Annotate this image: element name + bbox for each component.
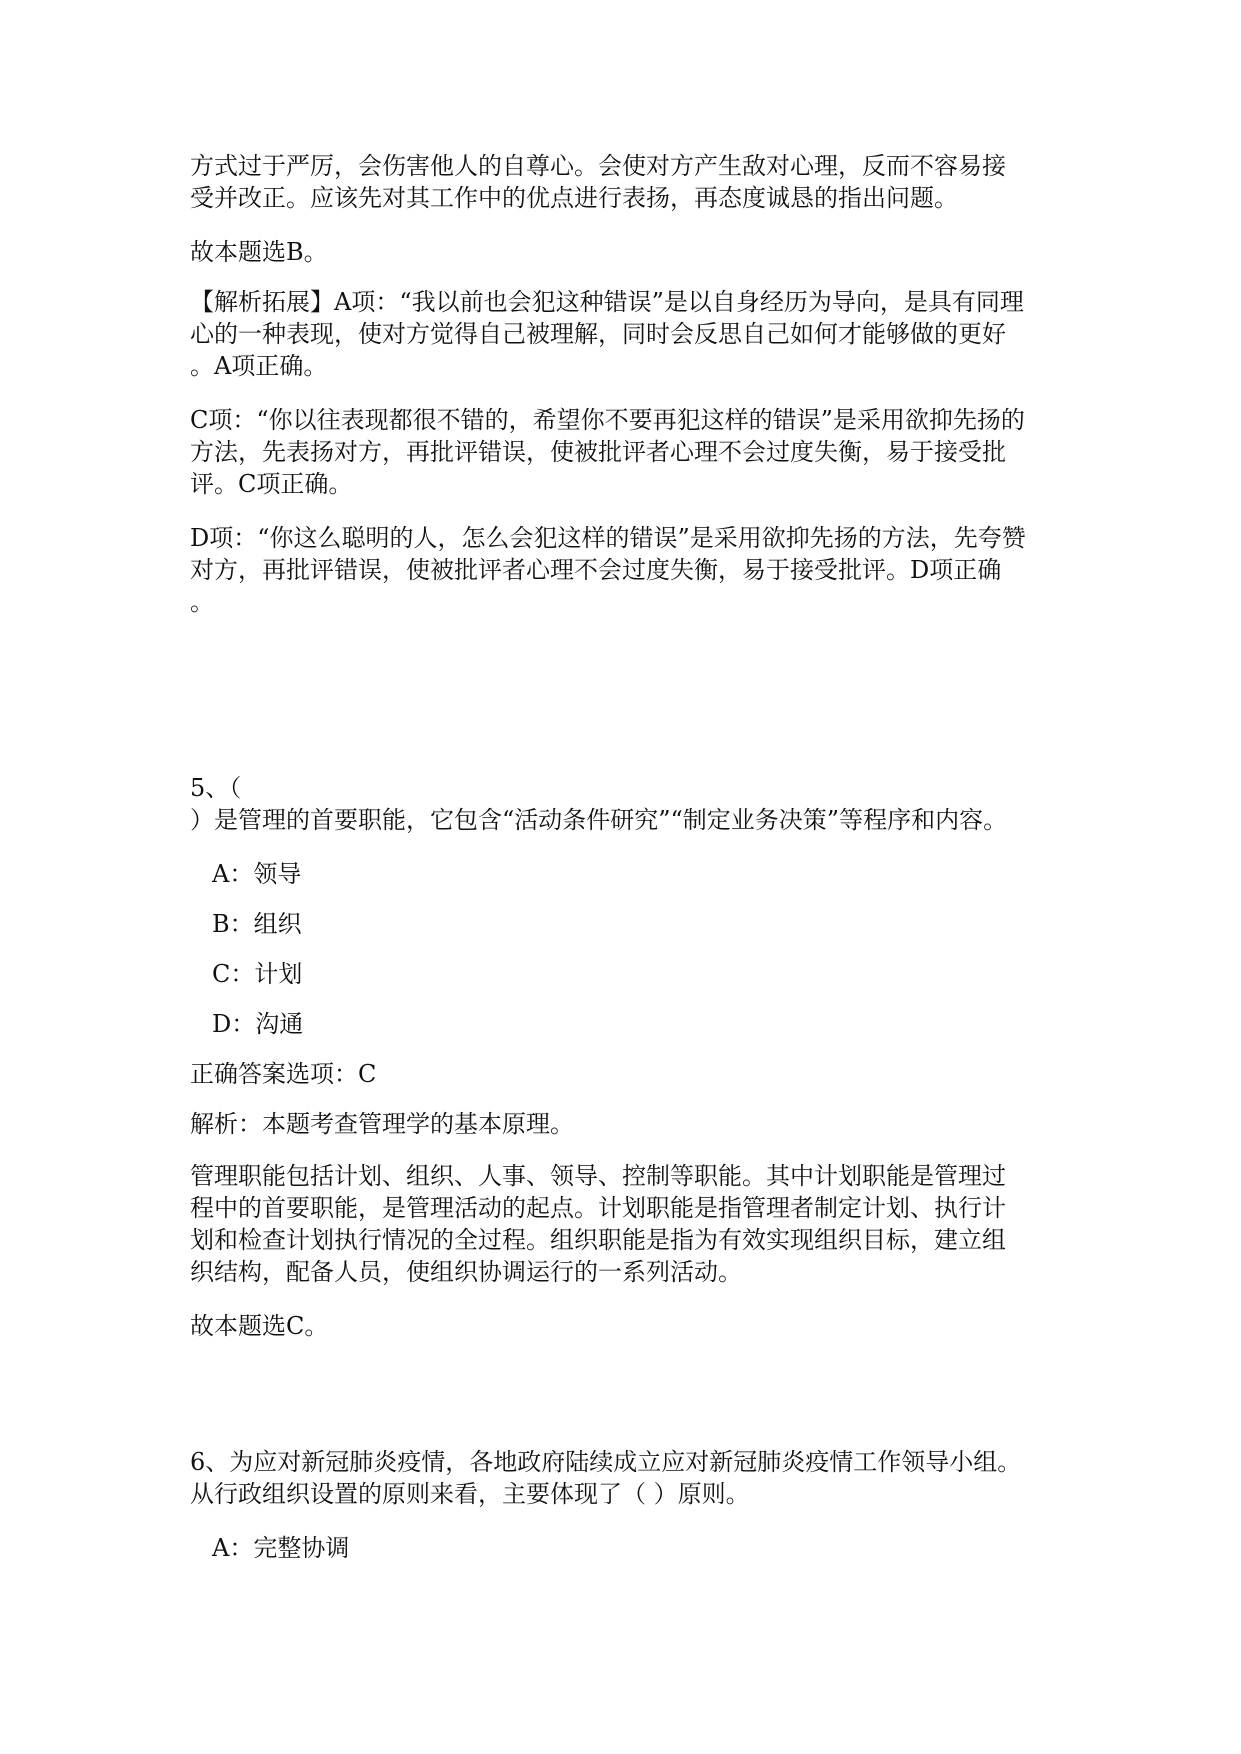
question-5-option-a: A：领导 [212, 860, 302, 888]
question-5-analysis: 解析：本题考查管理学的基本原理。 [190, 1110, 574, 1138]
analysis-extension-d: D项：“你这么聪明的人，怎么会犯这样的错误”是采用欲抑先扬的方法，先夸赞 对方，再批评错误，使被批评者心理不会过度失衡，易于接受批评。D项正确 。 [190, 524, 1026, 616]
explanation-paragraph-1: 方式过于严厉，会伤害他人的自尊心。会使对方产生敌对心理，反而不容易接 受并改正。应该先对其工作中的优点进行表扬，再态度诚恳的指出问题。 [190, 152, 1006, 212]
question-6-stem: 6、为应对新冠肺炎疫情，各地政府陆续成立应对新冠肺炎疫情工作领导小组。 从行政组织设置的原则来看，主要体现了（ ）原则。 [190, 1448, 1022, 1508]
question-5-stem: 5、（ ）是管理的首要职能，它包含“活动条件研究”“制定业务决策”等程序和内容。 [190, 774, 1008, 834]
question-5-option-d: D：沟通 [212, 1010, 304, 1038]
question-5-option-c: C：计划 [212, 960, 303, 988]
question-5-explanation: 管理职能包括计划、组织、人事、领导、控制等职能。其中计划职能是管理过 程中的首要职能，是管理活动的起点。计划职能是指管理者制定计划、执行计 划和检查计划执行情况的全过程。组织职能是指为有效实现组织目标，建立组 织结构，配备人员，使组织协调运行的一系列活动。 [190, 1162, 1006, 1286]
question-5-answer: 正确答案选项：C [190, 1060, 377, 1088]
question-5-conclusion: 故本题选C。 [190, 1312, 329, 1340]
question-6-option-a: A：完整协调 [212, 1534, 350, 1562]
question-5-option-b: B：组织 [212, 910, 302, 938]
analysis-extension-a: 【解析拓展】A项：“我以前也会犯这种错误”是以自身经历为导向，是具有同理 心的一种表现，使对方觉得自己被理解，同时会反思自己如何才能够做的更好 。A项正确。 [190, 288, 1024, 380]
analysis-extension-c: C项：“你以往表现都很不错的，希望你不要再犯这样的错误”是采用欲抑先扬的 方法，先表扬对方，再批评错误，使被批评者心理不会过度失衡，易于接受批 评。C项正确。 [190, 406, 1025, 498]
conclusion-b: 故本题选B。 [190, 238, 328, 266]
